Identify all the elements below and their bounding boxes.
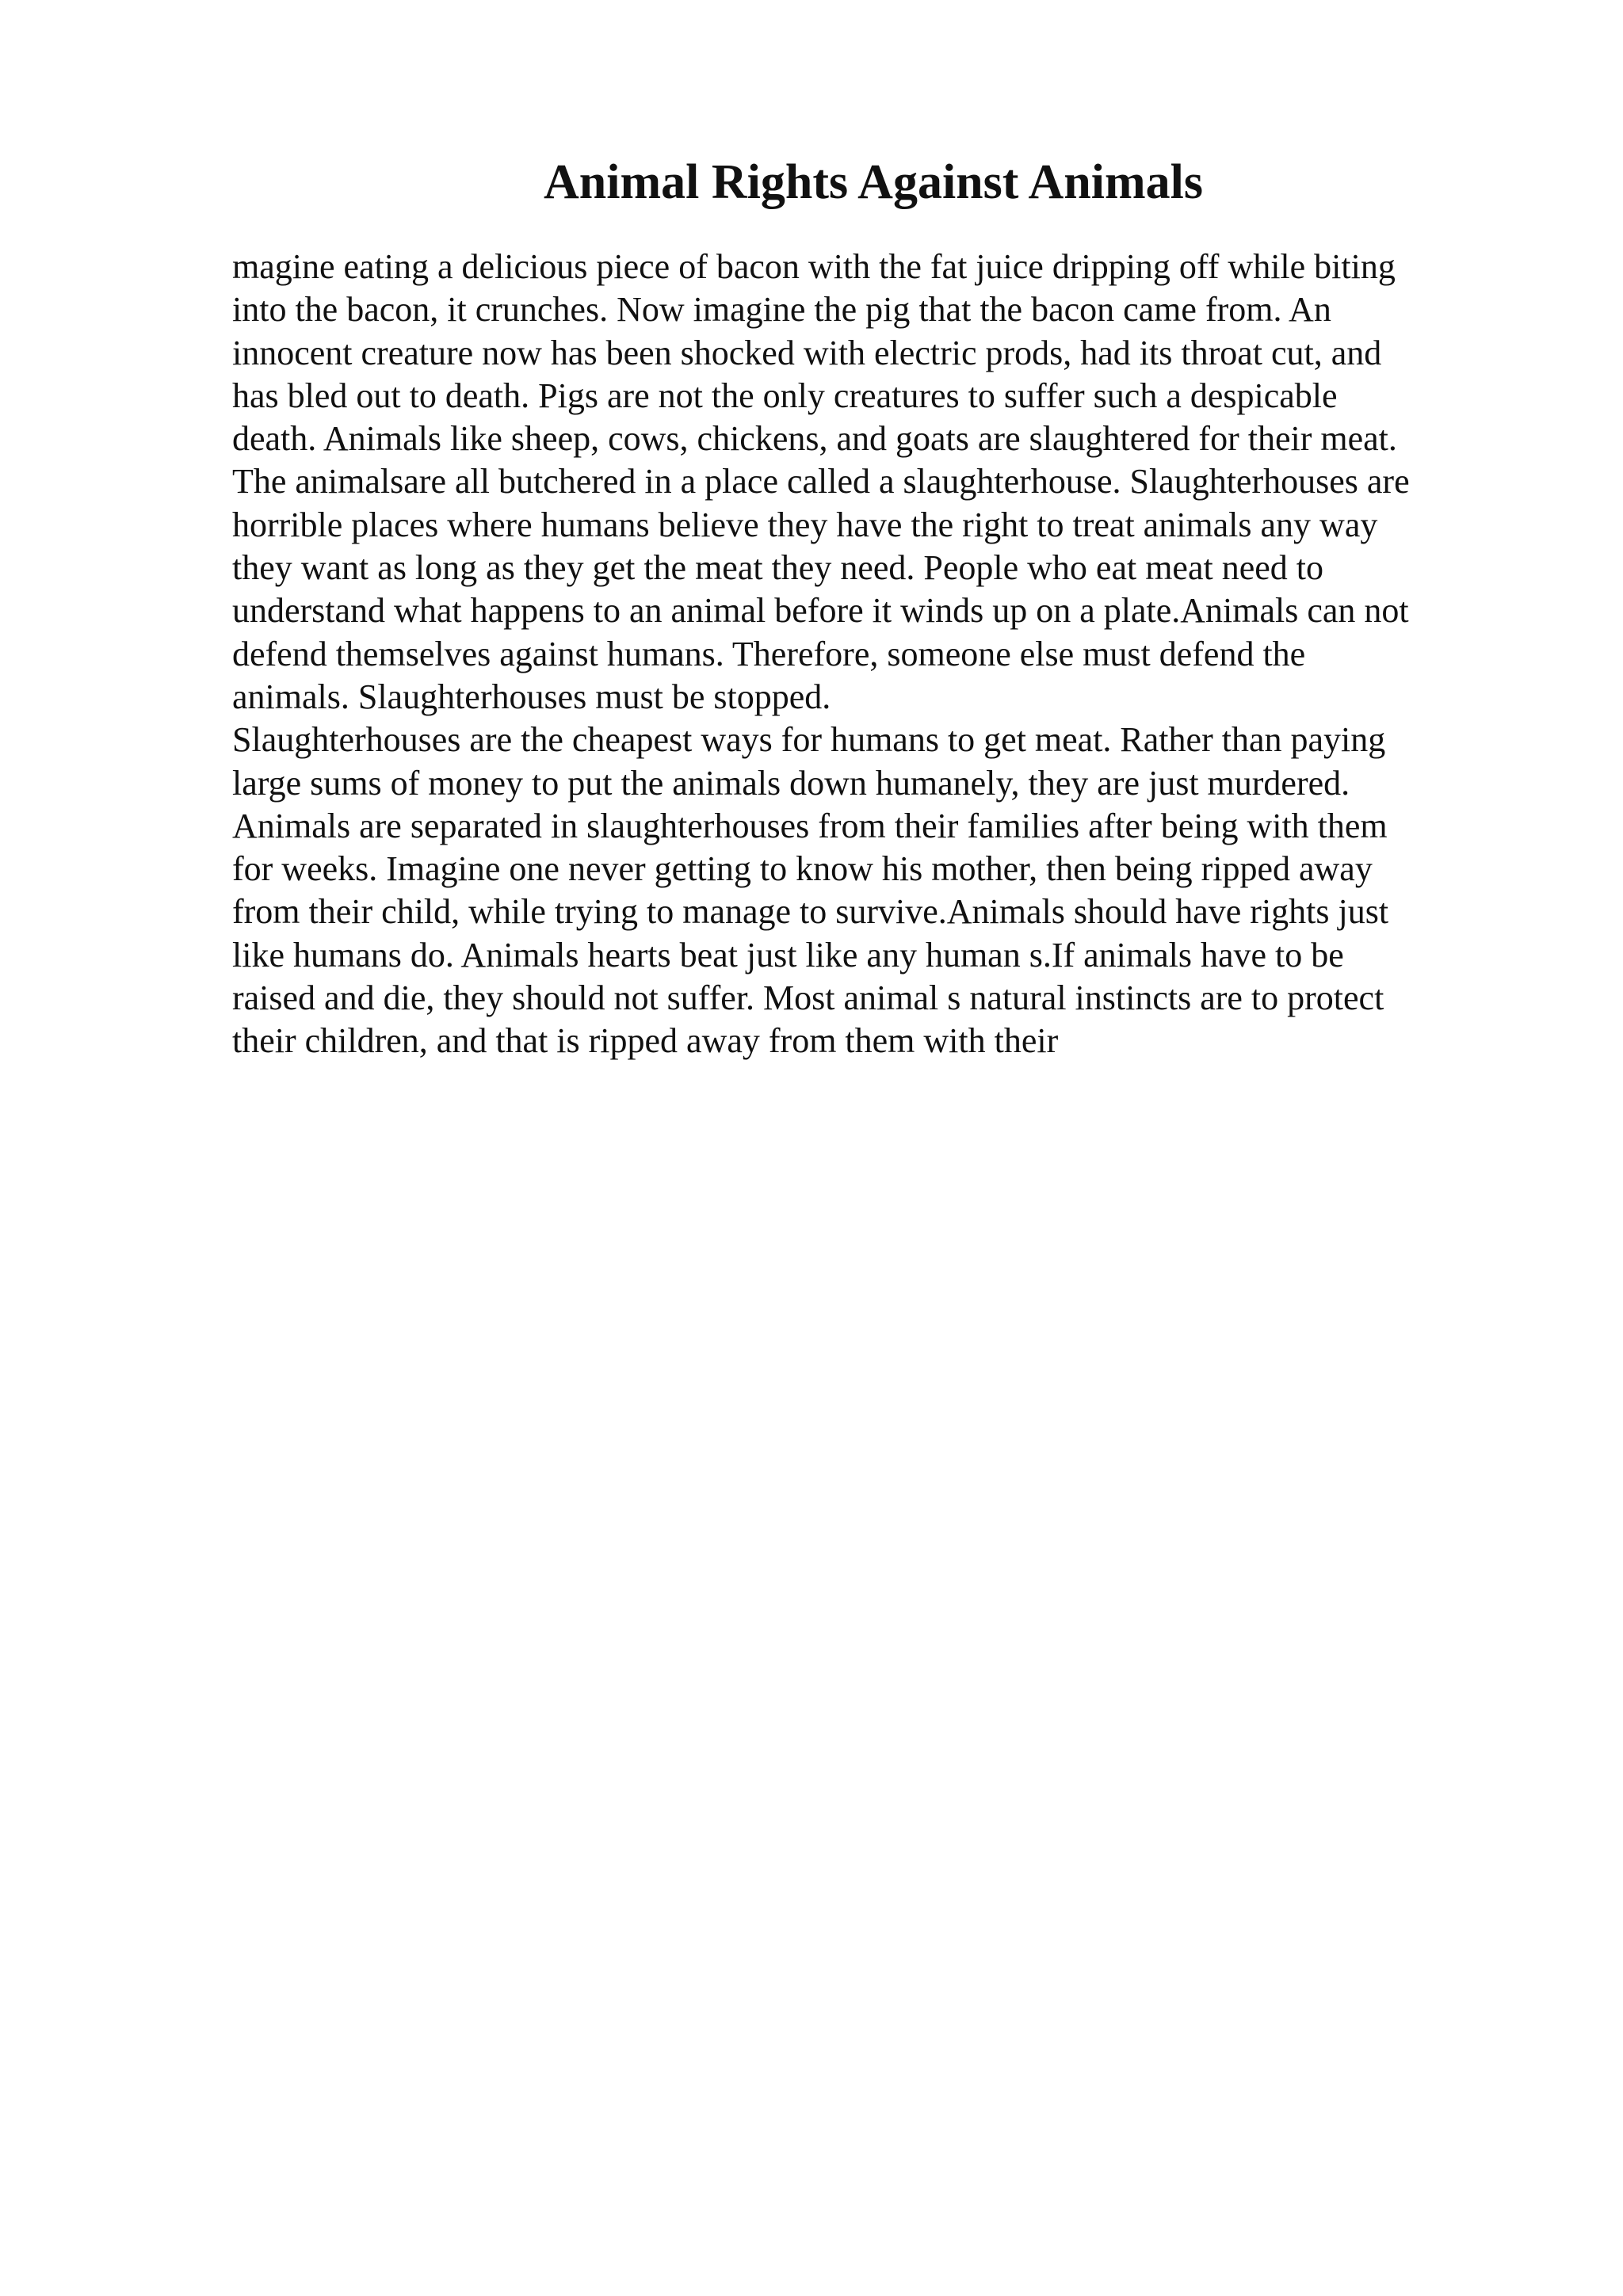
body-line: The animalsare all butchered in a place called a slaughterhouse. Slaughterhouses are — [232, 462, 1410, 502]
body-line: into the bacon, it crunches. Now imagine the pig that the bacon came from. An — [232, 290, 1331, 330]
body-line: innocent creature now has been shocked with electric prods, had its throat cut, and — [232, 333, 1382, 372]
body-line: raised and die, they should not suffer. Most animal s natural instincts are to protect — [232, 978, 1384, 1018]
body-line: magine eating a delicious piece of bacon with the fat juice dripping off while biting — [232, 247, 1396, 286]
body-line: like humans do. Animals hearts beat just like any human s.If animals have to be — [232, 935, 1344, 974]
body-line: horrible places where humans believe they have the right to treat animals any way — [232, 505, 1378, 544]
document-title: Animal Rights Against Animals — [543, 155, 1203, 209]
body-line: for weeks. Imagine one never getting to know his mother, then being ripped away — [232, 849, 1373, 889]
body-line: has bled out to death. Pigs are not the only creatures to suffer such a despicable — [232, 376, 1338, 415]
body-line: they want as long as they get the meat they need. People who eat meat need to — [232, 548, 1323, 588]
body-line: defend themselves against humans. Therefore, someone else must defend the — [232, 634, 1306, 673]
body-line: Slaughterhouses are the cheapest ways for humans to get meat. Rather than paying — [232, 720, 1386, 760]
body-line: Animals are separated in slaughterhouses from their families after being with them — [232, 806, 1388, 845]
body-line: death. Animals like sheep, cows, chickens, and goats are slaughtered for their meat. — [232, 419, 1397, 459]
body-line: their children, and that is ripped away from them with their — [232, 1021, 1059, 1061]
body-line: large sums of money to put the animals down humanely, they are just murdered. — [232, 763, 1350, 803]
body-line: from their child, while trying to manage to survive.Animals should have rights just — [232, 892, 1389, 932]
document-body — [232, 246, 1500, 1063]
body-line: animals. Slaughterhouses must be stopped. — [232, 677, 831, 716]
title-container — [2, 151, 1623, 214]
body-line: understand what happens to an animal before it winds up on a plate.Animals can not — [232, 591, 1409, 631]
